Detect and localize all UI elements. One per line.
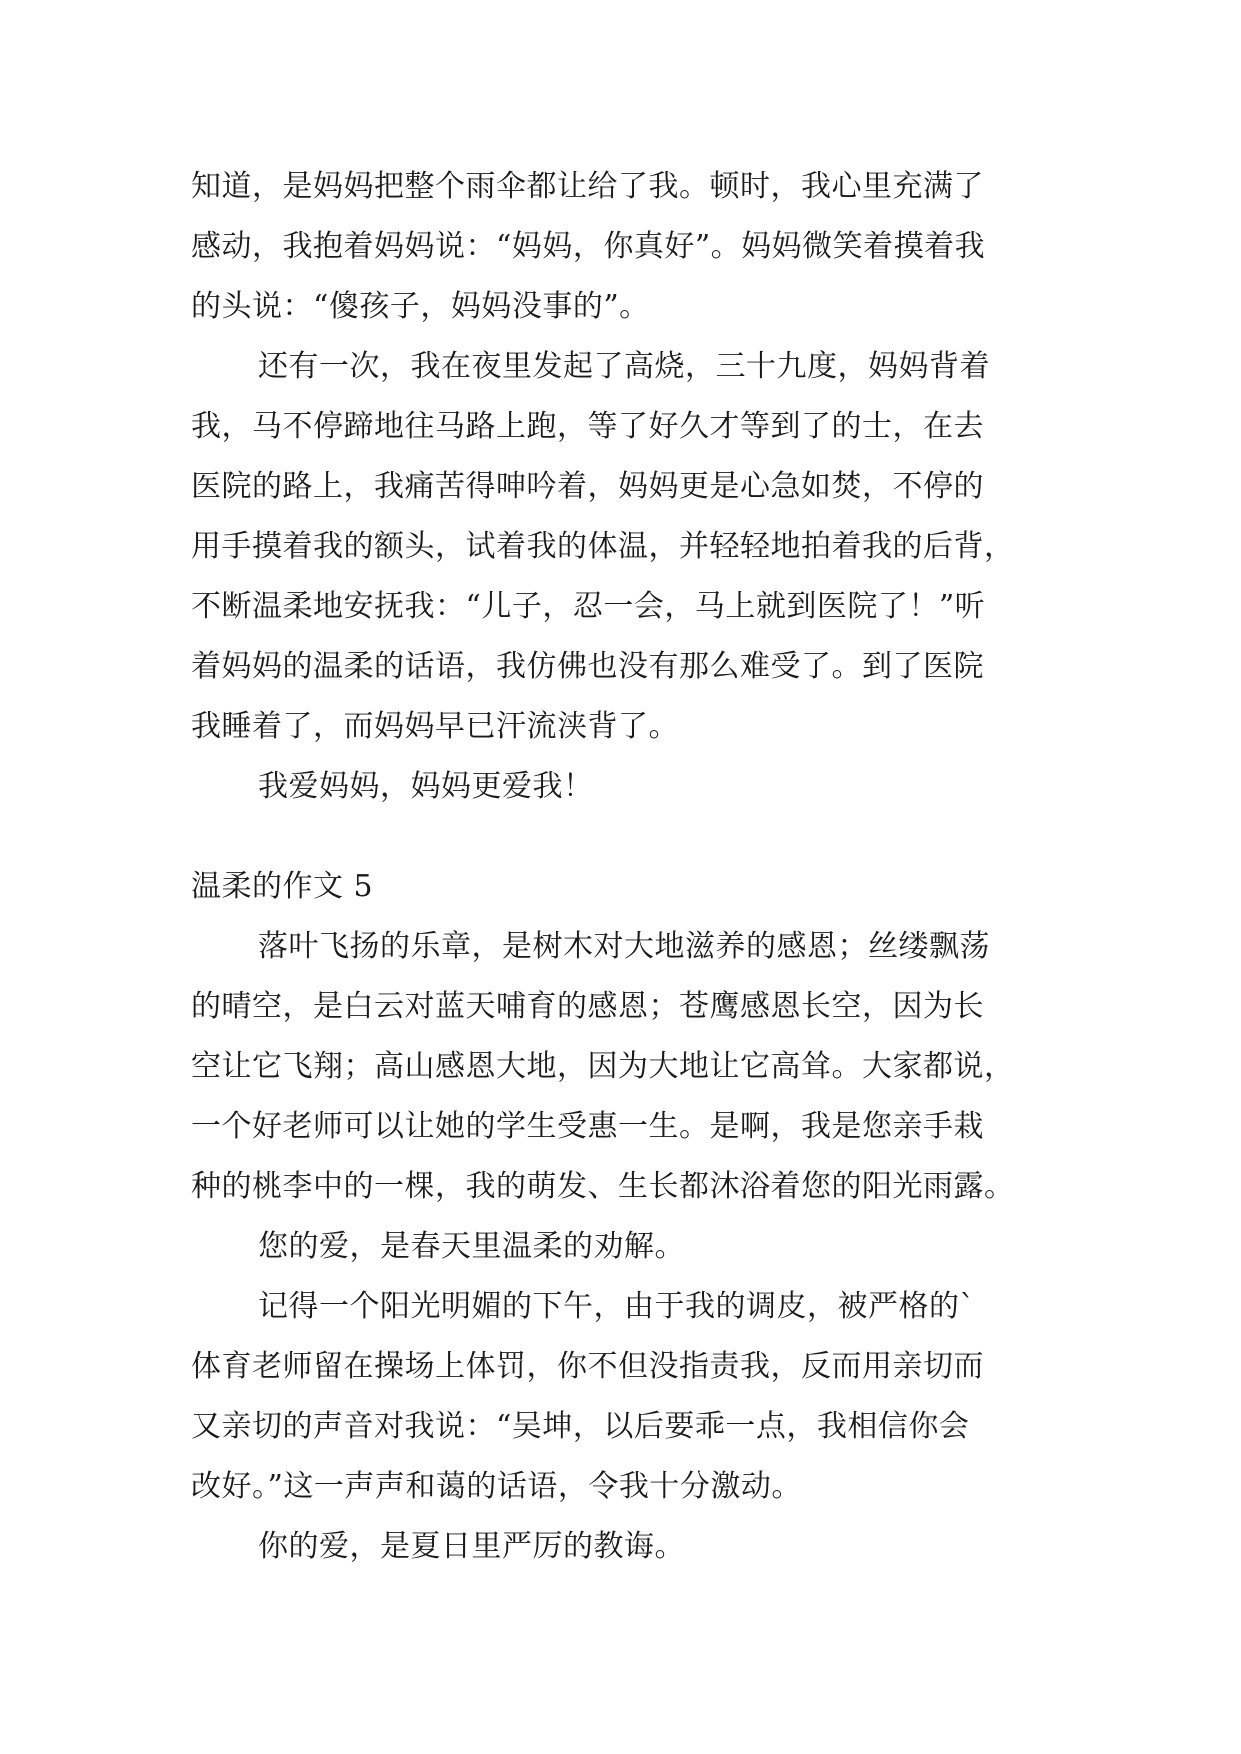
paragraph-first-line: 您的爱，是春天里温柔的劝解。	[258, 1229, 685, 1264]
paragraph-first-line: 落叶飞扬的乐章，是树木对大地滋养的感恩；丝缕飘荡	[258, 929, 990, 964]
text-line: 着妈妈的温柔的话语，我仿佛也没有那么难受了。到了医院	[191, 649, 984, 684]
text-line: 一个好老师可以让她的学生受惠一生。是啊，我是您亲手栽	[191, 1109, 984, 1144]
paragraph-first-line: 记得一个阳光明媚的下午，由于我的调皮，被严格的`	[258, 1289, 975, 1324]
text-line: 不断温柔地安抚我：“儿子，忍一会，马上就到医院了！”听	[191, 589, 986, 624]
text-line: 改好。”这一声声和蔼的话语，令我十分激动。	[191, 1469, 802, 1504]
text-line: 空让它飞翔；高山感恩大地，因为大地让它高耸。大家都说，	[191, 1049, 1015, 1084]
paragraph-first-line: 我爱妈妈，妈妈更爱我！	[258, 769, 594, 804]
paragraph-first-line: 还有一次，我在夜里发起了高烧，三十九度，妈妈背着	[258, 349, 990, 384]
text-line: 的头说：“傻孩子，妈妈没事的”。	[191, 289, 650, 324]
paragraph-first-line: 你的爱，是夏日里严厉的教诲。	[258, 1529, 685, 1564]
text-line: 种的桃李中的一棵，我的萌发、生长都沐浴着您的阳光雨露。	[191, 1169, 1015, 1204]
section-heading: 温柔的作文 5	[191, 869, 374, 904]
text-line: 的晴空，是白云对蓝天哺育的感恩；苍鹰感恩长空，因为长	[191, 989, 984, 1024]
text-line: 用手摸着我的额头，试着我的体温，并轻轻地拍着我的后背，	[191, 529, 1015, 564]
text-line: 感动，我抱着妈妈说：“妈妈，你真好”。妈妈微笑着摸着我	[191, 229, 986, 264]
text-line: 又亲切的声音对我说：“吴坤，以后要乖一点，我相信你会	[191, 1409, 970, 1444]
text-line: 体育老师留在操场上体罚，你不但没指责我，反而用亲切而	[191, 1349, 984, 1384]
text-line: 我，马不停蹄地往马路上跑，等了好久才等到了的士，在去	[191, 409, 984, 444]
text-line: 知道，是妈妈把整个雨伞都让给了我。顿时，我心里充满了	[191, 169, 984, 204]
text-line: 医院的路上，我痛苦得呻吟着，妈妈更是心急如焚，不停的	[191, 469, 984, 504]
text-line: 我睡着了，而妈妈早已汗流浃背了。	[191, 709, 679, 744]
